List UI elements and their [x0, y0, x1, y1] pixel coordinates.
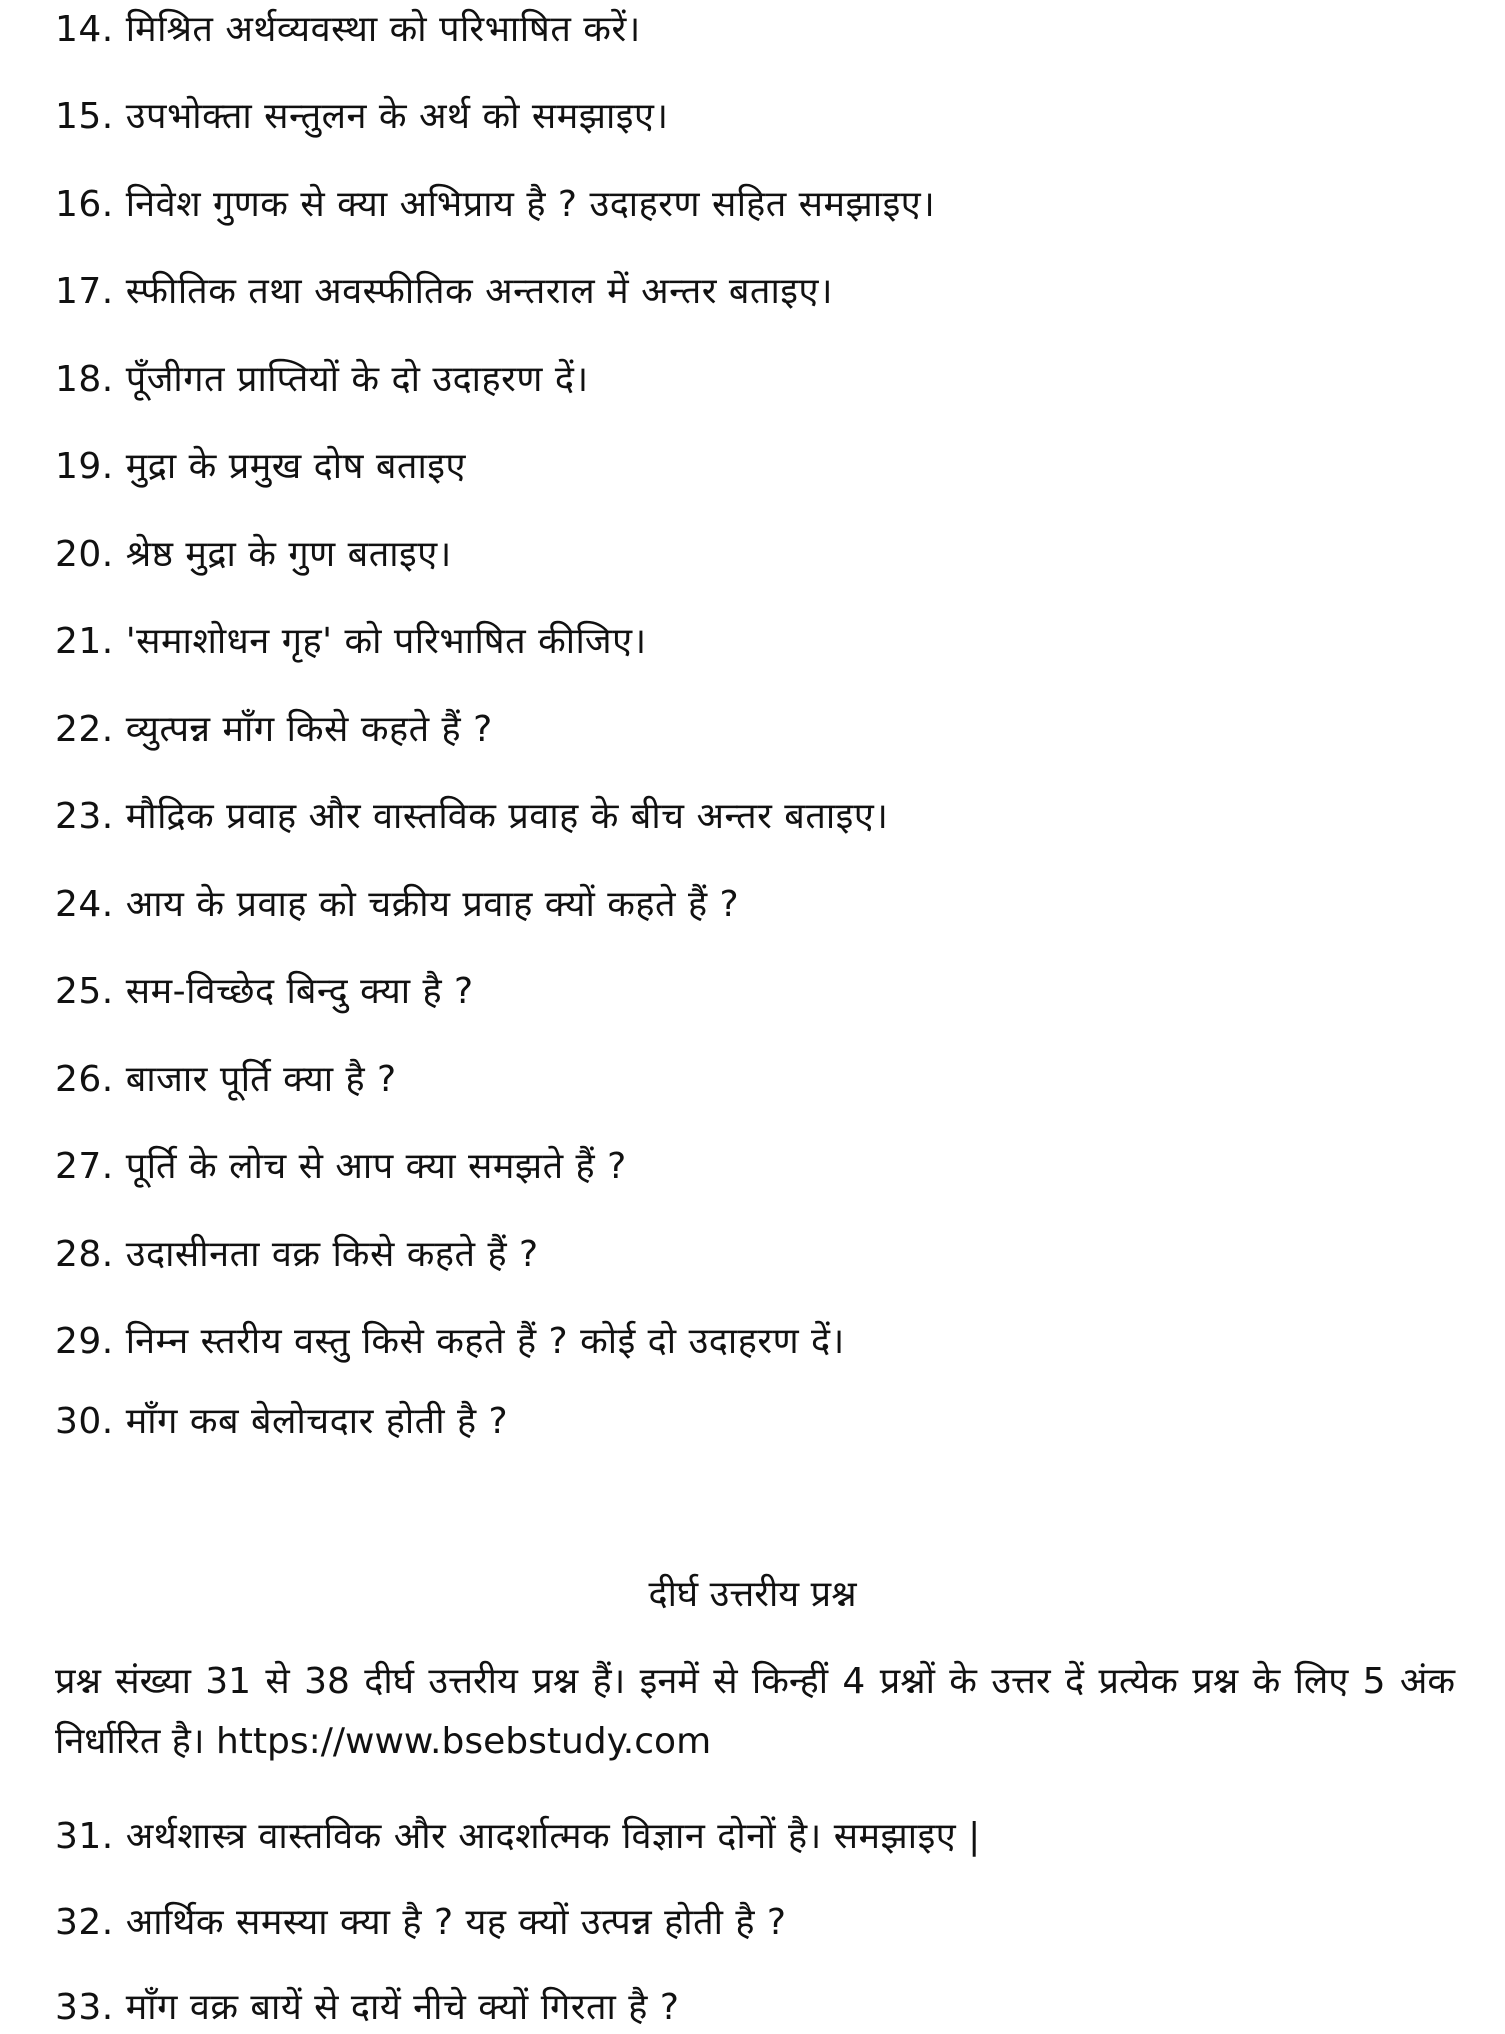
question-item: 23. मौद्रिक प्रवाह और वास्तविक प्रवाह के बीच अन्तर बताइए। [55, 796, 889, 837]
question-item: 18. पूँजीगत प्राप्तियों के दो उदाहरण दें। [55, 359, 589, 400]
question-item: 16. निवेश गुणक से क्या अभिप्राय है ? उदाहरण सहित समझाइए। [55, 184, 936, 225]
question-item: 19. मुद्रा के प्रमुख दोष बताइए [55, 446, 466, 487]
question-item: 29. निम्न स्तरीय वस्तु किसे कहते हैं ? कोई दो उदाहरण दें। [55, 1321, 845, 1362]
question-item: 24. आय के प्रवाह को चक्रीय प्रवाह क्यों कहते हैं ? [55, 884, 740, 925]
question-item: 17. स्फीतिक तथा अवस्फीतिक अन्तराल में अन्तर बताइए। [55, 271, 834, 312]
question-item: 26. बाजार पूर्ति क्या है ? [55, 1059, 397, 1100]
question-item: 25. सम-विच्छेद बिन्दु क्या है ? [55, 971, 474, 1012]
question-item: 22. व्युत्पन्न माँग किसे कहते हैं ? [55, 709, 493, 750]
question-item: 14. मिश्रित अर्थव्यवस्था को परिभाषित करें। [55, 9, 641, 50]
question-item: 15. उपभोक्ता सन्तुलन के अर्थ को समझाइए। [55, 96, 669, 137]
question-item: 31. अर्थशास्त्र वास्तविक और आदर्शात्मक विज्ञान दोनों है। समझाइए | [55, 1816, 981, 1857]
question-item: 27. पूर्ति के लोच से आप क्या समझते हैं ? [55, 1146, 627, 1187]
question-item: 30. माँग कब बेलोचदार होती है ? [55, 1401, 509, 1442]
section-instructions: प्रश्न संख्या 31 से 38 दीर्घ उत्तरीय प्रश्न हैं। इनमें से किन्हीं 4 प्रश्नों के उत्तर दें प्रत्येक प्रश्न के लिए 5 अंक निर्धारित है। https://www.bsebstudy.com [55, 1661, 1455, 1762]
question-item: 20. श्रेष्ठ मुद्रा के गुण बताइए। [55, 534, 452, 575]
question-item: 33. माँग वक्र बायें से दायें नीचे क्यों गिरता है ? [55, 1987, 680, 2028]
question-item: 21. 'समाशोधन गृह' को परिभाषित कीजिए। [55, 621, 647, 662]
question-item: 28. उदासीनता वक्र किसे कहते हैं ? [55, 1234, 539, 1275]
question-item: 32. आर्थिक समस्या क्या है ? यह क्यों उत्पन्न होती है ? [55, 1902, 787, 1943]
section-heading: दीर्घ उत्तरीय प्रश्न [648, 1574, 857, 1615]
